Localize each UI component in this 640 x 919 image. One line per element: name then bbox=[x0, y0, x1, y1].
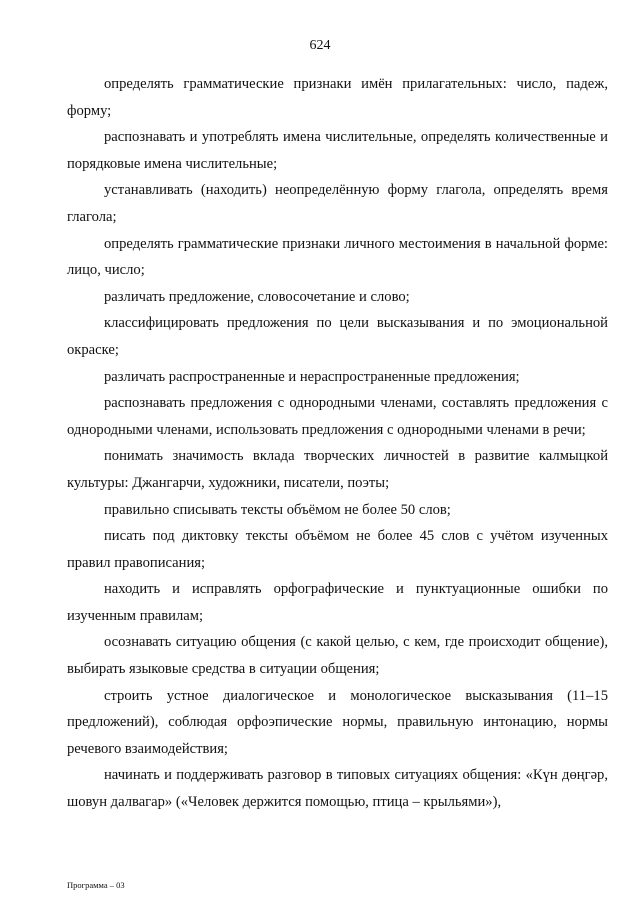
paragraph: писать под диктовку тексты объёмом не более 45 слов с учётом изученных правил правописания; bbox=[67, 528, 608, 571]
paragraph: понимать значимость вклада творческих личностей в развитие калмыцкой культуры: Джангарчи, художники, писатели, поэты; bbox=[67, 448, 608, 491]
paragraph: различать предложение, словосочетание и слово; bbox=[104, 288, 410, 305]
paragraph: распознавать и употреблять имена числительные, определять количественные и порядковые имена числительные; bbox=[67, 129, 608, 172]
paragraph: строить устное диалогическое и монологическое высказывания (11–15 предложений), соблюдая орфоэпические нормы, правильную интонацию, нормы речевого взаимодействия; bbox=[67, 687, 608, 757]
body-text bbox=[67, 71, 608, 816]
paragraph: классифицировать предложения по цели высказывания и по эмоциональной окраске; bbox=[67, 315, 608, 358]
footer-label: Программа – 03 bbox=[67, 880, 125, 890]
paragraph: правильно списывать тексты объёмом не более 50 слов; bbox=[104, 501, 451, 518]
paragraph: различать распространенные и нераспространенные предложения; bbox=[104, 368, 520, 385]
paragraph: определять грамматические признаки имён прилагательных: число, падеж, форму; bbox=[67, 76, 608, 119]
paragraph: определять грамматические признаки личного местоимения в начальной форме: лицо, число; bbox=[67, 235, 608, 279]
paragraph: осознавать ситуацию общения (с какой целью, с кем, где происходит общение), выбирать языковые средства в ситуации общения; bbox=[67, 634, 608, 678]
paragraph: находить и исправлять орфографические и пунктуационные ошибки по изученным правилам; bbox=[67, 581, 608, 624]
paragraph: устанавливать (находить) неопределённую форму глагола, определять время глагола; bbox=[67, 182, 608, 225]
paragraph: распознавать предложения с однородными членами, составлять предложения с однородными членами, использовать предложения с однородными членами в речи; bbox=[67, 395, 608, 438]
paragraph: начинать и поддерживать разговор в типовых ситуациях общения: «Күн дөңгәр, шовун далвагар» («Человек держится помощью, птица – крыльями»), bbox=[67, 767, 608, 811]
page-number: 624 bbox=[309, 38, 331, 53]
